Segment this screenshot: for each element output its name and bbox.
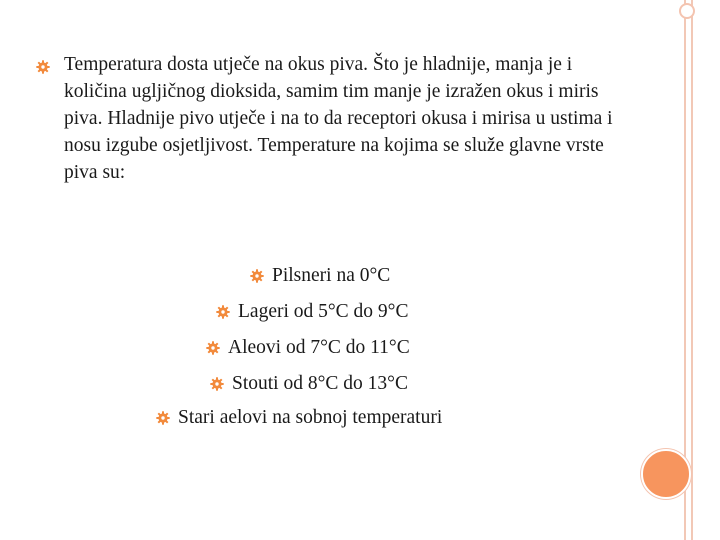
- decorative-circle-top: [679, 3, 695, 19]
- decorative-circle-bottom: [641, 449, 691, 499]
- list-item: [210, 372, 408, 396]
- gear-bullet-icon: [210, 377, 224, 391]
- list-item-text: Stouti od 8°C do 13°C: [232, 373, 408, 394]
- list-item-text: Pilsneri na 0°C: [272, 265, 391, 286]
- main-paragraph: Temperatura dosta utječe na okus piva. Što je hladnije, manja je i količina ugljičnog dioksida, samim tim manje je izražen okus i miris piva. Hladnije pivo utječe i na to da receptori okusa i mirisa u ustima i nosu izgube osjetljivost. Temperature na kojima se služe glavne vrste piva su:: [64, 54, 613, 183]
- list-item-text: Stari aelovi na sobnoj temperaturi: [178, 407, 443, 428]
- list-item-text: Aleovi od 7°C do 11°C: [228, 337, 410, 358]
- gear-bullet-icon: [250, 269, 264, 283]
- list-item: [216, 300, 409, 324]
- gear-bullet-icon: [206, 341, 220, 355]
- decorative-line: [691, 0, 693, 540]
- list-item-text: Lageri od 5°C do 9°C: [238, 301, 409, 322]
- gear-bullet-icon: [36, 60, 50, 74]
- gear-bullet-icon: [216, 305, 230, 319]
- list-item: [206, 336, 410, 360]
- list-item: [250, 264, 390, 288]
- list-item: [156, 406, 442, 430]
- gear-bullet-icon: [156, 411, 170, 425]
